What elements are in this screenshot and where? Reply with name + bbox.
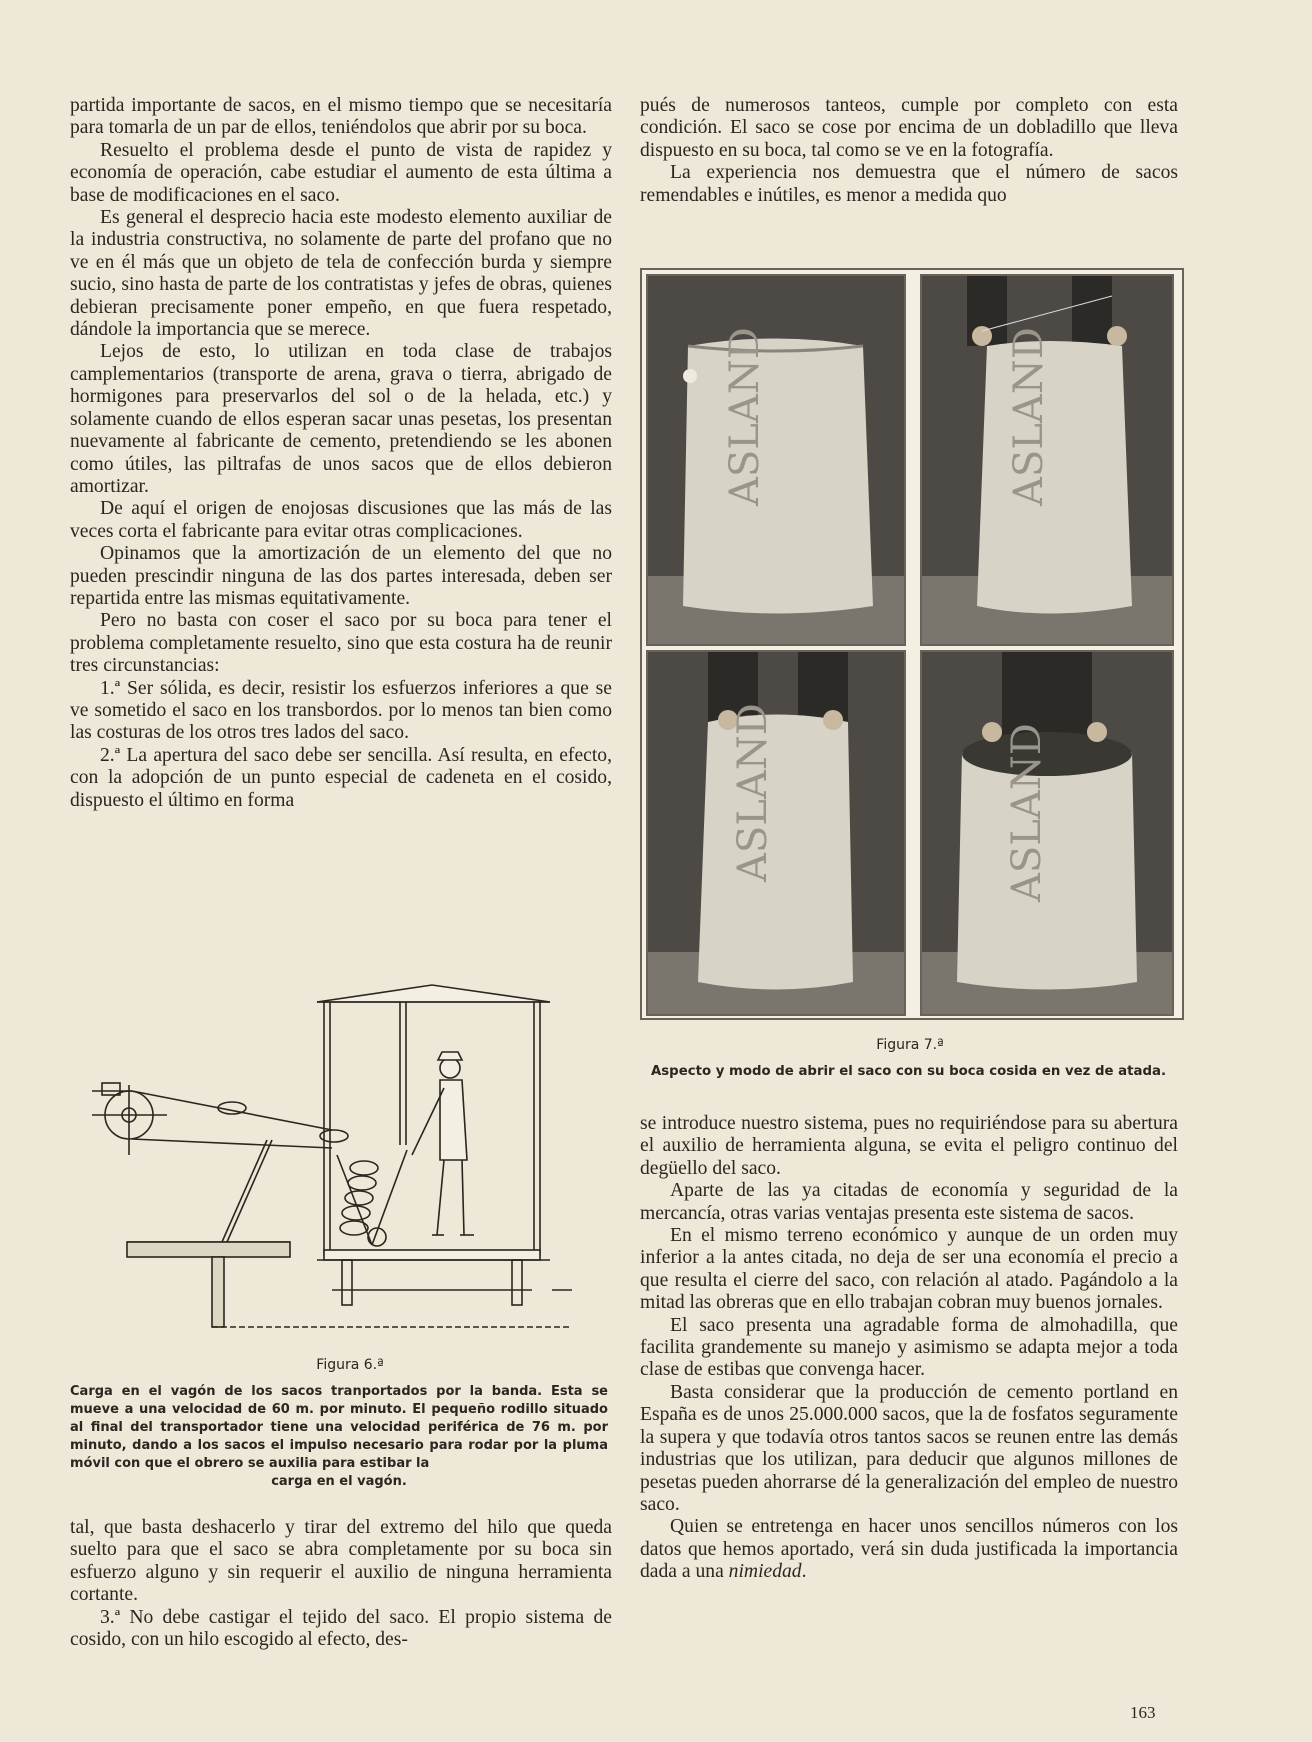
paragraph: tal, que basta deshacerlo y tirar del extremo del hilo que queda suelto para que el saco se abra completamente por su boca sin esfuerzo alguno y sin requerir el auxilio de ninguna herramienta cortante. xyxy=(70,1517,612,1606)
photo-closed-sack xyxy=(646,274,906,646)
svg-text:ASLAND: ASLAND xyxy=(1006,327,1052,506)
paragraph: 1.ª Ser sólida, es decir, resistir los esfuerzos inferiores a que se ve sometido el saco en los transbordos. por lo menos tan bien como las costuras de los otros tres lados del saco. xyxy=(70,677,612,744)
figure-6-diagram xyxy=(72,980,612,1350)
paragraph: pués de numerosos tanteos, cumple por completo con esta condición. El saco se cose por encima de un dobladillo que lleva dispuesto en su boca, tal como se ve en la fotografía. xyxy=(640,95,1178,161)
right-column-top xyxy=(640,95,1178,207)
paragraph: Resuelto el problema desde el punto de vista de rapidez y economía de operación, cabe estudiar el aumento de esta última a base de modificaciones en el saco. xyxy=(70,139,612,206)
photo-opening-sack xyxy=(646,650,906,1016)
right-column-bottom xyxy=(640,1113,1178,1584)
final-paragraph-end: . xyxy=(801,1561,807,1583)
paragraph: 2.ª La apertura del saco debe ser sencilla. Así resulta, en efecto, con la adopción de un punto especial de cadeneta en el cosido, dispuesto el último en forma xyxy=(70,744,612,811)
paragraph: se introduce nuestro sistema, pues no requiriéndose para su abertura el auxilio de herramienta alguna, se evita el peligro continuo del degüello del saco. xyxy=(640,1113,1178,1179)
figure-6-caption-last: carga en el vagón. xyxy=(271,1474,407,1489)
left-column-top xyxy=(70,95,612,812)
paragraph: En el mismo terreno económico y aunque de un orden muy inferior a la antes citada, no deja de ser una economía el precio a que resulta el cierre del saco, con relación al atado. Pagándolo a la mitad las obreras que en ello trabajan cobran muy buenos jornales. xyxy=(640,1225,1178,1314)
paragraph: Es general el desprecio hacia este modesto elemento auxiliar de la industria constructiva, no solamente de parte del profano que no ve en él más que un objeto de tela de confección burda y siempre sucio, sino hasta de parte de los contratistas y jefes de obras, quienes debieran precisamente poner empeño, en que fuera respetado, dándole la importancia que se merece. xyxy=(70,207,612,341)
final-paragraph xyxy=(640,1516,1178,1583)
figure-6-caption-body: Carga en el vagón de los sacos tranportados por la banda. Esta se mueve a una velocidad de 60 m. por minuto. El pequeño rodillo situado al final del transportador tiene una velocidad periférica de 76 m. por minuto, dando a los sacos el impulso necesario para rodar por la pluma móvil con que el obrero se auxilia para estibar la xyxy=(70,1384,608,1471)
photo-pulling-thread xyxy=(920,274,1174,646)
figure-6-caption xyxy=(70,1383,608,1491)
paragraph: 3.ª No debe castigar el tejido del saco. El propio sistema de cosido, con un hilo escogido al efecto, des- xyxy=(70,1606,612,1651)
final-paragraph-emphasis: nimiedad xyxy=(728,1561,802,1583)
figure-7-caption: Aspecto y modo de abrir el saco con su boca cosida en vez de atada. xyxy=(650,1064,1167,1079)
paragraph: La experiencia nos demuestra que el número de sacos remendables e inútiles, es menor a medida quo xyxy=(640,162,1178,206)
paragraph: Opinamos que la amortización de un elemento del que no pueden prescindir ninguna de las dos partes interesada, deben ser repartida entre las mismas equitativamente. xyxy=(70,543,612,609)
page-number: 163 xyxy=(1130,1703,1156,1722)
svg-text:ASLAND: ASLAND xyxy=(722,327,768,506)
paragraph: Aparte de las ya citadas de economía y seguridad de la mercancía, otras varias ventajas presenta este sistema de sacos. xyxy=(640,1180,1178,1224)
paragraph: partida importante de sacos, en el mismo tiempo que se necesitaría para tomarla de un par de ellos, teniéndolos que abrir por su boca. xyxy=(70,95,612,139)
paragraph: De aquí el origen de enojosas discusiones que las más de las veces corta el fabricante para evitar otras complicaciones. xyxy=(70,498,612,542)
figure-7-photo-grid xyxy=(640,268,1184,1020)
paragraph: Pero no basta con coser el saco por su boca para tener el problema completamente resuelto, sino que esta costura ha de reunir tres circunstancias: xyxy=(70,610,612,677)
final-paragraph-text: Quien se entretenga en hacer unos sencillos números con los datos que hemos aportado, verá sin duda justificada la importancia dada a una xyxy=(640,1516,1178,1583)
left-column-bottom xyxy=(70,1517,612,1651)
figure-7-title: Figura 7.ª xyxy=(876,1037,944,1053)
figure-6-title: Figura 6.ª xyxy=(316,1357,384,1373)
svg-text:ASLAND: ASLAND xyxy=(730,703,776,882)
paragraph: El saco presenta una agradable forma de almohadilla, que facilita grandemente su manejo y asimismo se adapta mejor a toda clase de estibas que convenga hacer. xyxy=(640,1314,1178,1381)
svg-text:ASLAND: ASLAND xyxy=(1004,723,1050,902)
photo-opened-sack xyxy=(920,650,1174,1016)
paragraph: Lejos de esto, lo utilizan en toda clase de trabajos camplementarios (transporte de arena, grava o tierra, abrigado de hormigones para preservarlos del sol o de la helada, etc.) y solamente cuando de ellos esperan sacar unas pesetas, los presentan nuevamente al fabricante de cemento, pretendiendo se les abonen como útiles, las piltrafas de unos sacos que de ellos debieron amortizar. xyxy=(70,341,612,497)
paragraph: Basta considerar que la producción de cemento portland en España es de unos 25.000.000 sacos, que la de fosfatos seguramente la supera y que todavía otros tantos sacos se reunen entre las demás industrias que los utilizan, para deducir que algunos millones de pesetas pueden ahorrarse dé la generalización del empleo de nuestro saco. xyxy=(640,1381,1178,1515)
